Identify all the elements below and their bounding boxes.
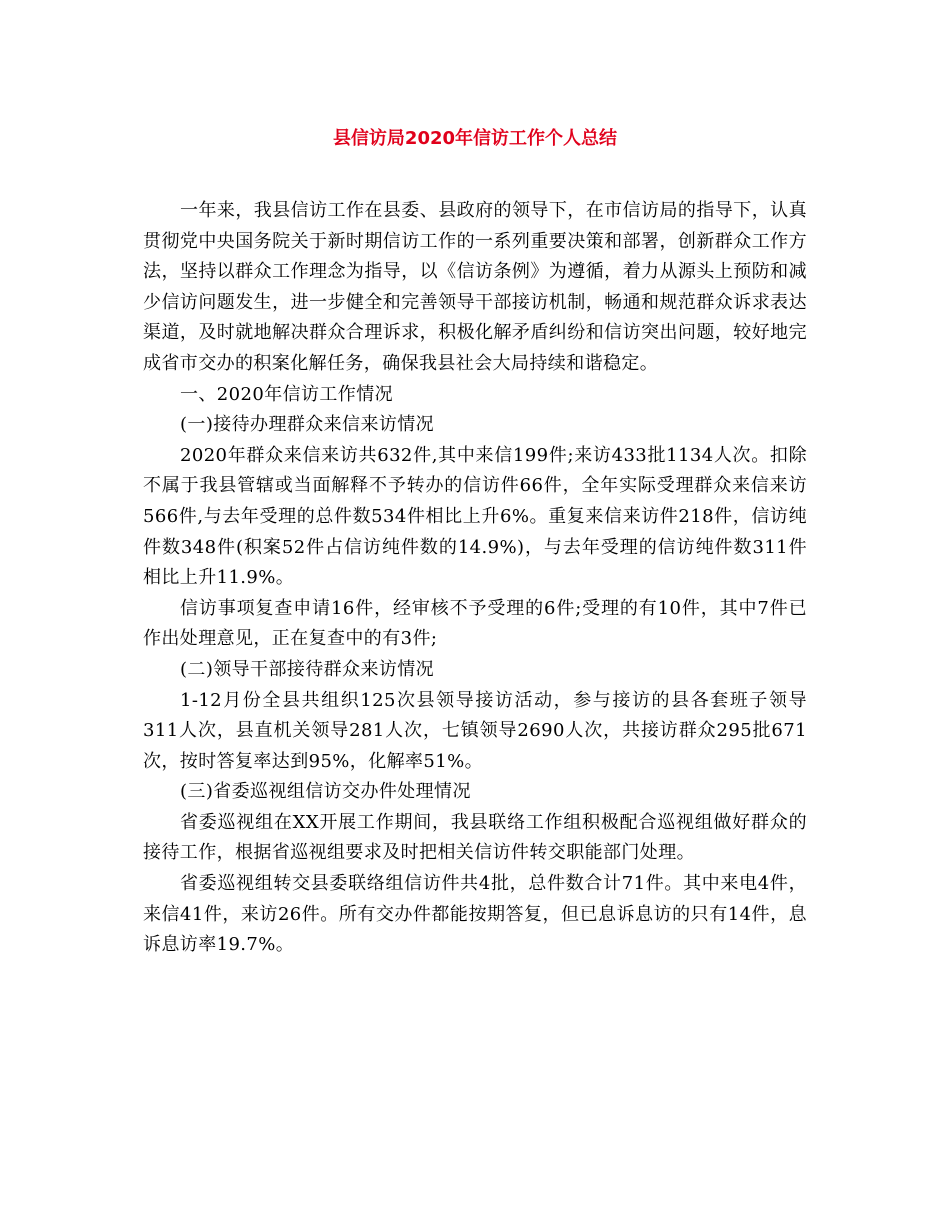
subsection-heading-2: (二)领导干部接待群众来访情况 [180,658,435,680]
document-body [143,196,807,961]
subsection-heading-3: (三)省委巡视组信访交办件处理情况 [180,781,471,803]
paragraph-letters-visits: 2020年群众来信来访共632件,其中来信199件;来访433批1134人次。扣除不属于我县管辖或当面解释不予转办的信访件66件，全年实际受理群众来信来访566件,与去年受理的总件数534件相比上升6%。重复来信来访件218件，信访纯件数348件(积案52件占信访纯件数的14.9%)，与去年受理的信访纯件数311件相比上升11.9%。 [143,444,807,589]
paragraph-review-requests: 信访事项复查申请16件，经审核不予受理的6件;受理的有10件，其中7件已作出处理意见，正在复查中的有3件; [143,597,807,650]
paragraph-inspection-team: 省委巡视组在XX开展工作期间，我县联络工作组积极配合巡视组做好群众的接待工作，根据省巡视组要求及时把相关信访件转交职能部门处理。 [143,811,807,864]
subsection-heading-1: (一)接待办理群众来信来访情况 [180,414,435,436]
paragraph-inspection-cases: 省委巡视组转交县委联络组信访件共4批，总件数合计71件。其中来电4件，来信41件，来访26件。所有交办件都能按期答复，但已息诉息访的只有14件，息诉息访率19.7%。 [143,873,807,956]
paragraph-intro: 一年来，我县信访工作在县委、县政府的领导下，在市信访局的指导下，认真贯彻党中央国务院关于新时期信访工作的一系列重要决策和部署，创新群众工作方法，坚持以群众工作理念为指导，以《信访条例》为遵循，着力从源头上预防和减少信访问题发生，进一步健全和完善领导干部接访机制，畅通和规范群众诉求表达渠道，及时就地解决群众合理诉求，积极化解矛盾纠纷和信访突出问题，较好地完成省市交办的积案化解任务，确保我县社会大局持续和谐稳定。 [143,200,807,374]
paragraph-leader-receptions: 1-12月份全县共组织125次县领导接访活动，参与接访的县各套班子领导311人次，县直机关领导281人次，七镇领导2690人次，共接访群众295批671次，按时答复率达到95%，化解率51%。 [143,689,807,772]
section-heading-1: 一、2020年信访工作情况 [180,383,394,405]
page-title: 县信访局2020年信访工作个人总结 [332,128,618,149]
